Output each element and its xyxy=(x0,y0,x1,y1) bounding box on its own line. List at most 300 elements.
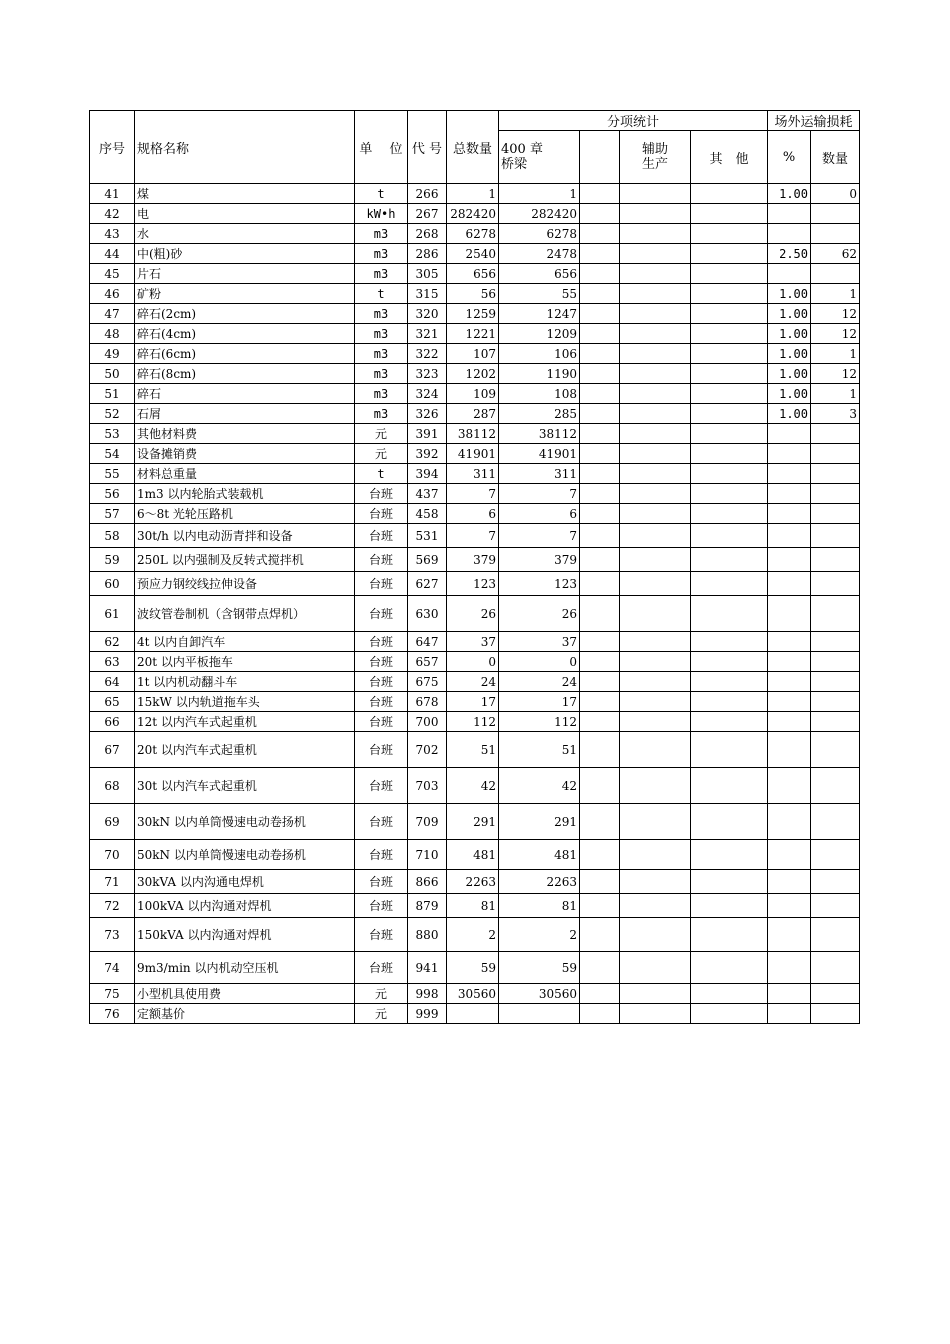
header-empty xyxy=(580,131,620,184)
row-other xyxy=(691,952,768,984)
table-row xyxy=(90,804,860,840)
row-total: 37 xyxy=(447,632,499,652)
row-name: 150kVA 以内沟通对焊机 xyxy=(135,918,355,952)
row-code: 703 xyxy=(408,768,447,804)
row-unit: 台班 xyxy=(355,712,408,732)
row-total: 1202 xyxy=(447,364,499,384)
row-unit: t xyxy=(355,284,408,304)
row-other xyxy=(691,184,768,204)
row-seq: 61 xyxy=(90,596,135,632)
table-row xyxy=(90,304,860,324)
row-name: 电 xyxy=(135,204,355,224)
row-other xyxy=(691,840,768,870)
row-code: 326 xyxy=(408,404,447,424)
row-other xyxy=(691,672,768,692)
row-name: 30t/h 以内电动沥青拌和设备 xyxy=(135,524,355,548)
row-pct xyxy=(768,464,811,484)
row-ch400 xyxy=(499,1004,580,1024)
row-ch400: 2263 xyxy=(499,870,580,894)
row-total: 42 xyxy=(447,768,499,804)
row-ch400: 81 xyxy=(499,894,580,918)
row-empty xyxy=(580,264,620,284)
row-qty xyxy=(811,596,860,632)
row-total: 287 xyxy=(447,404,499,424)
row-code: 880 xyxy=(408,918,447,952)
row-aux xyxy=(620,464,691,484)
row-pct xyxy=(768,204,811,224)
row-unit: 台班 xyxy=(355,632,408,652)
row-other xyxy=(691,572,768,596)
row-aux xyxy=(620,732,691,768)
row-code: 315 xyxy=(408,284,447,304)
row-name: 碎石 xyxy=(135,384,355,404)
row-code: 322 xyxy=(408,344,447,364)
row-qty xyxy=(811,548,860,572)
row-unit: 台班 xyxy=(355,732,408,768)
row-empty xyxy=(580,284,620,304)
row-name: 30kN 以内单筒慢速电动卷扬机 xyxy=(135,804,355,840)
row-empty xyxy=(580,596,620,632)
row-qty: 12 xyxy=(811,364,860,384)
row-aux xyxy=(620,324,691,344)
header-group-stats: 分项统计 xyxy=(499,111,768,131)
row-unit: 台班 xyxy=(355,672,408,692)
row-empty xyxy=(580,244,620,264)
row-qty: 12 xyxy=(811,304,860,324)
row-unit: 台班 xyxy=(355,596,408,632)
row-seq: 50 xyxy=(90,364,135,384)
row-seq: 52 xyxy=(90,404,135,424)
row-ch400: 7 xyxy=(499,484,580,504)
row-code: 700 xyxy=(408,712,447,732)
row-name: 1t 以内机动翻斗车 xyxy=(135,672,355,692)
row-name: 片石 xyxy=(135,264,355,284)
header-seq: 序号 xyxy=(90,111,135,184)
header-group-transport: 场外运输损耗 xyxy=(768,111,860,131)
row-qty xyxy=(811,264,860,284)
row-other xyxy=(691,204,768,224)
row-aux xyxy=(620,1004,691,1024)
row-aux xyxy=(620,952,691,984)
row-aux xyxy=(620,894,691,918)
row-name: 煤 xyxy=(135,184,355,204)
row-total: 123 xyxy=(447,572,499,596)
header-total: 总数量 xyxy=(447,111,499,184)
row-aux xyxy=(620,632,691,652)
header-aux-line1: 辅助 xyxy=(641,142,668,157)
row-aux xyxy=(620,444,691,464)
row-empty xyxy=(580,840,620,870)
row-aux xyxy=(620,484,691,504)
row-seq: 71 xyxy=(90,870,135,894)
row-total: 109 xyxy=(447,384,499,404)
row-ch400: 38112 xyxy=(499,424,580,444)
row-empty xyxy=(580,484,620,504)
row-total: 7 xyxy=(447,524,499,548)
row-other xyxy=(691,768,768,804)
row-qty: 3 xyxy=(811,404,860,424)
row-seq: 65 xyxy=(90,692,135,712)
row-pct xyxy=(768,224,811,244)
header-ch400-line1: 400 章 xyxy=(501,142,543,157)
table-row xyxy=(90,504,860,524)
table-row xyxy=(90,572,860,596)
row-total: 2540 xyxy=(447,244,499,264)
row-unit: 元 xyxy=(355,1004,408,1024)
row-other xyxy=(691,596,768,632)
row-seq: 42 xyxy=(90,204,135,224)
row-total: 17 xyxy=(447,692,499,712)
row-ch400: 6 xyxy=(499,504,580,524)
row-qty xyxy=(811,224,860,244)
row-other xyxy=(691,548,768,572)
row-other xyxy=(691,264,768,284)
row-empty xyxy=(580,324,620,344)
row-total: 1259 xyxy=(447,304,499,324)
row-ch400: 7 xyxy=(499,524,580,548)
row-pct xyxy=(768,768,811,804)
row-seq: 48 xyxy=(90,324,135,344)
row-unit: m3 xyxy=(355,264,408,284)
row-code: 268 xyxy=(408,224,447,244)
row-qty: 12 xyxy=(811,324,860,344)
table-row xyxy=(90,1004,860,1024)
row-other xyxy=(691,284,768,304)
row-pct xyxy=(768,918,811,952)
row-unit: 元 xyxy=(355,444,408,464)
row-code: 392 xyxy=(408,444,447,464)
row-pct xyxy=(768,524,811,548)
row-pct: 1.00 xyxy=(768,184,811,204)
row-seq: 58 xyxy=(90,524,135,548)
row-qty xyxy=(811,712,860,732)
row-seq: 55 xyxy=(90,464,135,484)
row-pct: 1.00 xyxy=(768,364,811,384)
row-unit: 台班 xyxy=(355,840,408,870)
row-code: 702 xyxy=(408,732,447,768)
header-qty: 数量 xyxy=(811,131,860,184)
table-row xyxy=(90,344,860,364)
header-unit: 单 位 xyxy=(355,111,408,184)
row-total: 59 xyxy=(447,952,499,984)
row-total: 112 xyxy=(447,712,499,732)
table-row xyxy=(90,224,860,244)
row-total: 6 xyxy=(447,504,499,524)
table-row xyxy=(90,732,860,768)
row-ch400: 379 xyxy=(499,548,580,572)
row-unit: m3 xyxy=(355,364,408,384)
table-row xyxy=(90,424,860,444)
row-seq: 59 xyxy=(90,548,135,572)
row-qty xyxy=(811,732,860,768)
row-aux xyxy=(620,572,691,596)
row-unit: 台班 xyxy=(355,952,408,984)
row-total: 41901 xyxy=(447,444,499,464)
row-name: 波纹管卷制机（含钢带点焊机） xyxy=(135,596,355,632)
row-unit: m3 xyxy=(355,244,408,264)
row-other xyxy=(691,344,768,364)
row-code: 678 xyxy=(408,692,447,712)
row-seq: 72 xyxy=(90,894,135,918)
row-empty xyxy=(580,504,620,524)
row-empty xyxy=(580,184,620,204)
table-row xyxy=(90,524,860,548)
row-name: 预应力钢绞线拉伸设备 xyxy=(135,572,355,596)
table-row xyxy=(90,444,860,464)
row-total: 1221 xyxy=(447,324,499,344)
row-unit: kW•h xyxy=(355,204,408,224)
row-other xyxy=(691,1004,768,1024)
row-unit: 元 xyxy=(355,984,408,1004)
row-other xyxy=(691,894,768,918)
row-qty xyxy=(811,524,860,548)
header-ch400-line2: 桥梁 xyxy=(501,157,528,172)
row-name: 30t 以内汽车式起重机 xyxy=(135,768,355,804)
row-other xyxy=(691,692,768,712)
row-qty xyxy=(811,870,860,894)
row-pct: 1.00 xyxy=(768,384,811,404)
row-total: 6278 xyxy=(447,224,499,244)
row-other xyxy=(691,404,768,424)
row-ch400: 30560 xyxy=(499,984,580,1004)
row-pct: 1.00 xyxy=(768,324,811,344)
row-pct xyxy=(768,444,811,464)
table-row xyxy=(90,952,860,984)
row-other xyxy=(691,524,768,548)
row-code: 630 xyxy=(408,596,447,632)
row-ch400: 291 xyxy=(499,804,580,840)
row-ch400: 41901 xyxy=(499,444,580,464)
row-other xyxy=(691,870,768,894)
row-code: 266 xyxy=(408,184,447,204)
row-name: 12t 以内汽车式起重机 xyxy=(135,712,355,732)
row-pct xyxy=(768,548,811,572)
row-total: 379 xyxy=(447,548,499,572)
row-code: 437 xyxy=(408,484,447,504)
row-ch400: 1209 xyxy=(499,324,580,344)
row-pct: 1.00 xyxy=(768,304,811,324)
row-name: 材料总重量 xyxy=(135,464,355,484)
row-ch400: 112 xyxy=(499,712,580,732)
row-total: 311 xyxy=(447,464,499,484)
row-seq: 53 xyxy=(90,424,135,444)
row-empty xyxy=(580,344,620,364)
row-ch400: 108 xyxy=(499,384,580,404)
row-empty xyxy=(580,572,620,596)
row-qty: 1 xyxy=(811,284,860,304)
row-ch400: 0 xyxy=(499,652,580,672)
row-name: 20t 以内平板拖车 xyxy=(135,652,355,672)
row-ch400: 17 xyxy=(499,692,580,712)
header-aux-line2: 生产 xyxy=(641,157,668,172)
row-name: 碎石(6cm) xyxy=(135,344,355,364)
row-name: 定额基价 xyxy=(135,1004,355,1024)
row-pct: 1.00 xyxy=(768,284,811,304)
row-name: 碎石(8cm) xyxy=(135,364,355,384)
row-empty xyxy=(580,652,620,672)
table-row xyxy=(90,768,860,804)
row-name: 中(粗)砂 xyxy=(135,244,355,264)
row-aux xyxy=(620,424,691,444)
row-name: 100kVA 以内沟通对焊机 xyxy=(135,894,355,918)
row-pct xyxy=(768,692,811,712)
row-seq: 73 xyxy=(90,918,135,952)
row-aux xyxy=(620,712,691,732)
row-code: 647 xyxy=(408,632,447,652)
row-seq: 75 xyxy=(90,984,135,1004)
row-name: 设备摊销费 xyxy=(135,444,355,464)
table-row xyxy=(90,548,860,572)
table-row xyxy=(90,404,860,424)
header-name: 规格名称 xyxy=(135,111,355,184)
row-other xyxy=(691,504,768,524)
row-qty xyxy=(811,768,860,804)
table-row xyxy=(90,244,860,264)
row-empty xyxy=(580,692,620,712)
row-seq: 66 xyxy=(90,712,135,732)
row-other xyxy=(691,244,768,264)
row-pct xyxy=(768,672,811,692)
row-unit: m3 xyxy=(355,384,408,404)
row-name: 其他材料费 xyxy=(135,424,355,444)
row-empty xyxy=(580,404,620,424)
row-aux xyxy=(620,652,691,672)
row-total: 2 xyxy=(447,918,499,952)
row-other xyxy=(691,324,768,344)
row-empty xyxy=(580,918,620,952)
row-empty xyxy=(580,768,620,804)
row-unit: 台班 xyxy=(355,870,408,894)
row-total: 107 xyxy=(447,344,499,364)
row-aux xyxy=(620,384,691,404)
row-qty xyxy=(811,464,860,484)
row-aux xyxy=(620,918,691,952)
row-qty xyxy=(811,918,860,952)
row-other xyxy=(691,304,768,324)
row-unit: 台班 xyxy=(355,652,408,672)
row-aux xyxy=(620,596,691,632)
row-ch400: 311 xyxy=(499,464,580,484)
row-total: 7 xyxy=(447,484,499,504)
row-unit: m3 xyxy=(355,344,408,364)
table-row xyxy=(90,652,860,672)
row-total: 56 xyxy=(447,284,499,304)
table-row xyxy=(90,324,860,344)
row-name: 水 xyxy=(135,224,355,244)
row-empty xyxy=(580,304,620,324)
row-seq: 67 xyxy=(90,732,135,768)
row-total: 26 xyxy=(447,596,499,632)
row-unit: t xyxy=(355,464,408,484)
row-qty xyxy=(811,1004,860,1024)
row-name: 小型机具使用费 xyxy=(135,984,355,1004)
row-code: 531 xyxy=(408,524,447,548)
row-pct xyxy=(768,804,811,840)
row-name: 碎石(4cm) xyxy=(135,324,355,344)
row-empty xyxy=(580,548,620,572)
row-other xyxy=(691,732,768,768)
row-other xyxy=(691,364,768,384)
row-name: 250L 以内强制及反转式搅拌机 xyxy=(135,548,355,572)
row-pct xyxy=(768,596,811,632)
row-total: 2263 xyxy=(447,870,499,894)
row-ch400: 24 xyxy=(499,672,580,692)
row-other xyxy=(691,804,768,840)
row-empty xyxy=(580,464,620,484)
row-other xyxy=(691,424,768,444)
row-code: 320 xyxy=(408,304,447,324)
table-row xyxy=(90,894,860,918)
row-aux xyxy=(620,840,691,870)
row-empty xyxy=(580,364,620,384)
row-pct xyxy=(768,952,811,984)
row-pct xyxy=(768,632,811,652)
row-unit: 台班 xyxy=(355,524,408,548)
row-aux xyxy=(620,768,691,804)
row-empty xyxy=(580,524,620,548)
row-unit: m3 xyxy=(355,224,408,244)
row-ch400: 481 xyxy=(499,840,580,870)
row-qty xyxy=(811,444,860,464)
row-seq: 74 xyxy=(90,952,135,984)
row-total xyxy=(447,1004,499,1024)
row-name: 碎石(2cm) xyxy=(135,304,355,324)
header-other: 其 他 xyxy=(691,131,768,184)
row-aux xyxy=(620,804,691,840)
header-pct: % xyxy=(768,131,811,184)
row-seq: 76 xyxy=(90,1004,135,1024)
material-summary-table xyxy=(89,110,860,1024)
row-pct xyxy=(768,572,811,596)
row-other xyxy=(691,384,768,404)
row-seq: 45 xyxy=(90,264,135,284)
row-seq: 46 xyxy=(90,284,135,304)
row-seq: 60 xyxy=(90,572,135,596)
row-total: 282420 xyxy=(447,204,499,224)
row-aux xyxy=(620,548,691,572)
row-other xyxy=(691,652,768,672)
row-code: 879 xyxy=(408,894,447,918)
row-ch400: 42 xyxy=(499,768,580,804)
row-qty xyxy=(811,204,860,224)
row-seq: 69 xyxy=(90,804,135,840)
row-ch400: 106 xyxy=(499,344,580,364)
row-pct xyxy=(768,264,811,284)
row-ch400: 656 xyxy=(499,264,580,284)
table-row xyxy=(90,692,860,712)
row-other xyxy=(691,224,768,244)
table-row xyxy=(90,384,860,404)
row-ch400: 1247 xyxy=(499,304,580,324)
row-aux xyxy=(620,404,691,424)
row-ch400: 55 xyxy=(499,284,580,304)
row-ch400: 1190 xyxy=(499,364,580,384)
row-code: 941 xyxy=(408,952,447,984)
row-qty xyxy=(811,984,860,1004)
row-pct xyxy=(768,870,811,894)
row-code: 321 xyxy=(408,324,447,344)
row-aux xyxy=(620,870,691,894)
table-row xyxy=(90,364,860,384)
row-qty xyxy=(811,572,860,596)
table-row xyxy=(90,918,860,952)
row-empty xyxy=(580,444,620,464)
row-code: 391 xyxy=(408,424,447,444)
row-unit: m3 xyxy=(355,304,408,324)
row-qty: 62 xyxy=(811,244,860,264)
row-unit: m3 xyxy=(355,404,408,424)
row-pct: 1.00 xyxy=(768,344,811,364)
